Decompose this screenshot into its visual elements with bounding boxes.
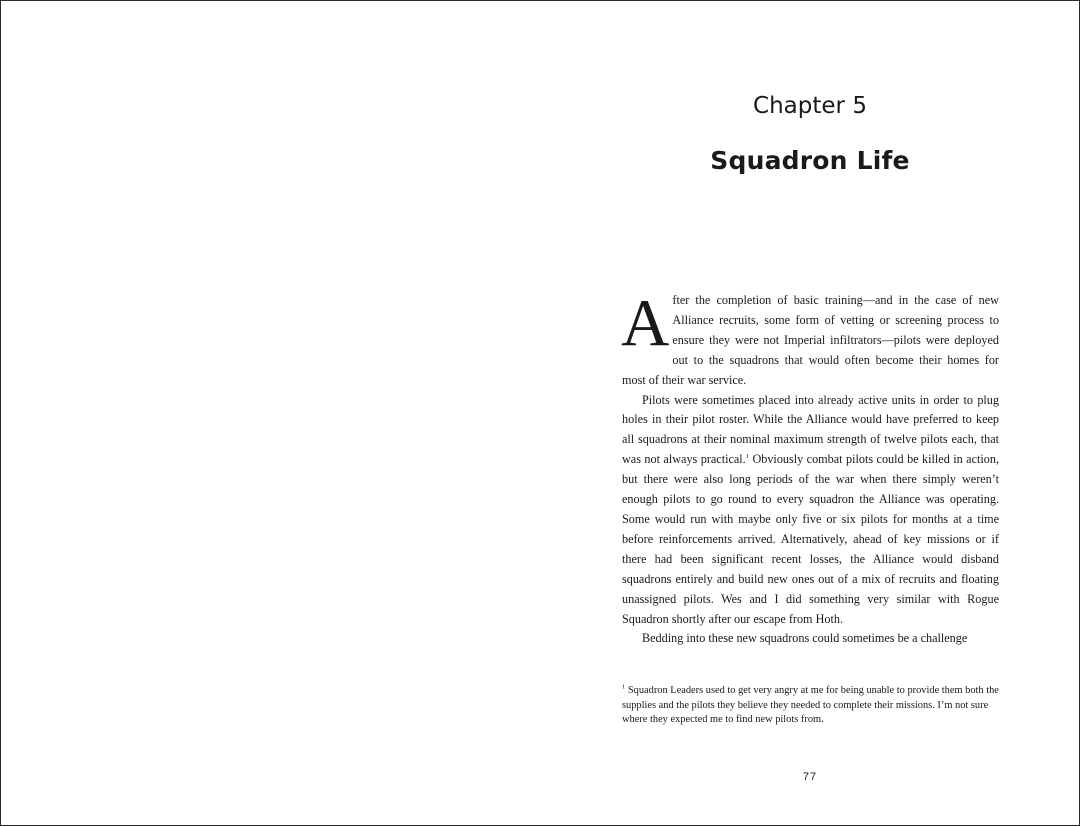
body-text xyxy=(621,286,999,649)
page-number: 77 xyxy=(802,771,818,783)
paragraph-2-text-a: Pilots were sometimes placed into already active units in order to plug holes in their pilot roster. While the Alliance would have preferred to keep all squadrons at their nominal maximum strength of twelve pilots each, that was not always practical. xyxy=(622,392,999,467)
paragraph-3-text: Bedding into these new squadrons could sometimes be a challenge xyxy=(642,631,968,646)
footnote xyxy=(622,684,999,728)
paragraph-2 xyxy=(622,391,999,630)
paragraph-1-text: fter the completion of basic training—and in the case of new Alliance recruits, some form of vetting or screening process to ensure they were not Imperial infiltrators—pilots were deployed out to the squadrons that would often become their homes for most of their war service. xyxy=(622,293,999,387)
footnote-text: Squadron Leaders used to get very angry at me for being unable to provide them both the supplies and the pilots they believe they needed to complete their missions. I’m not sure where they expected me to find new pilots from. xyxy=(622,685,999,725)
right-page xyxy=(541,1,1079,825)
left-page-blank xyxy=(1,1,541,825)
paragraph-2-text-b: Obviously combat pilots could be killed in action, but there were also long periods of the war when there simply weren’t enough pilots to go round to every squadron the Alliance was operating. Some would run with maybe only five or six pilots for months at a time before reinforcements arrived. Alternatively, ahead of key missions or if there had been significant recent losses, the Alliance would disband squadrons entirely and build new ones out of a mix of recruits and floating unassigned pilots. Wes and I did something very similar with Rogue Squadron shortly after our escape from Hoth. xyxy=(622,452,999,626)
footnote-mark: 1 xyxy=(622,683,626,691)
paragraph-1 xyxy=(621,286,999,391)
chapter-number: Chapter 5 xyxy=(753,93,867,119)
footnote-reference[interactable]: 1 xyxy=(745,453,749,461)
drop-cap: A xyxy=(621,286,670,360)
chapter-title: Squadron Life xyxy=(710,146,910,175)
paragraph-3 xyxy=(622,629,999,649)
